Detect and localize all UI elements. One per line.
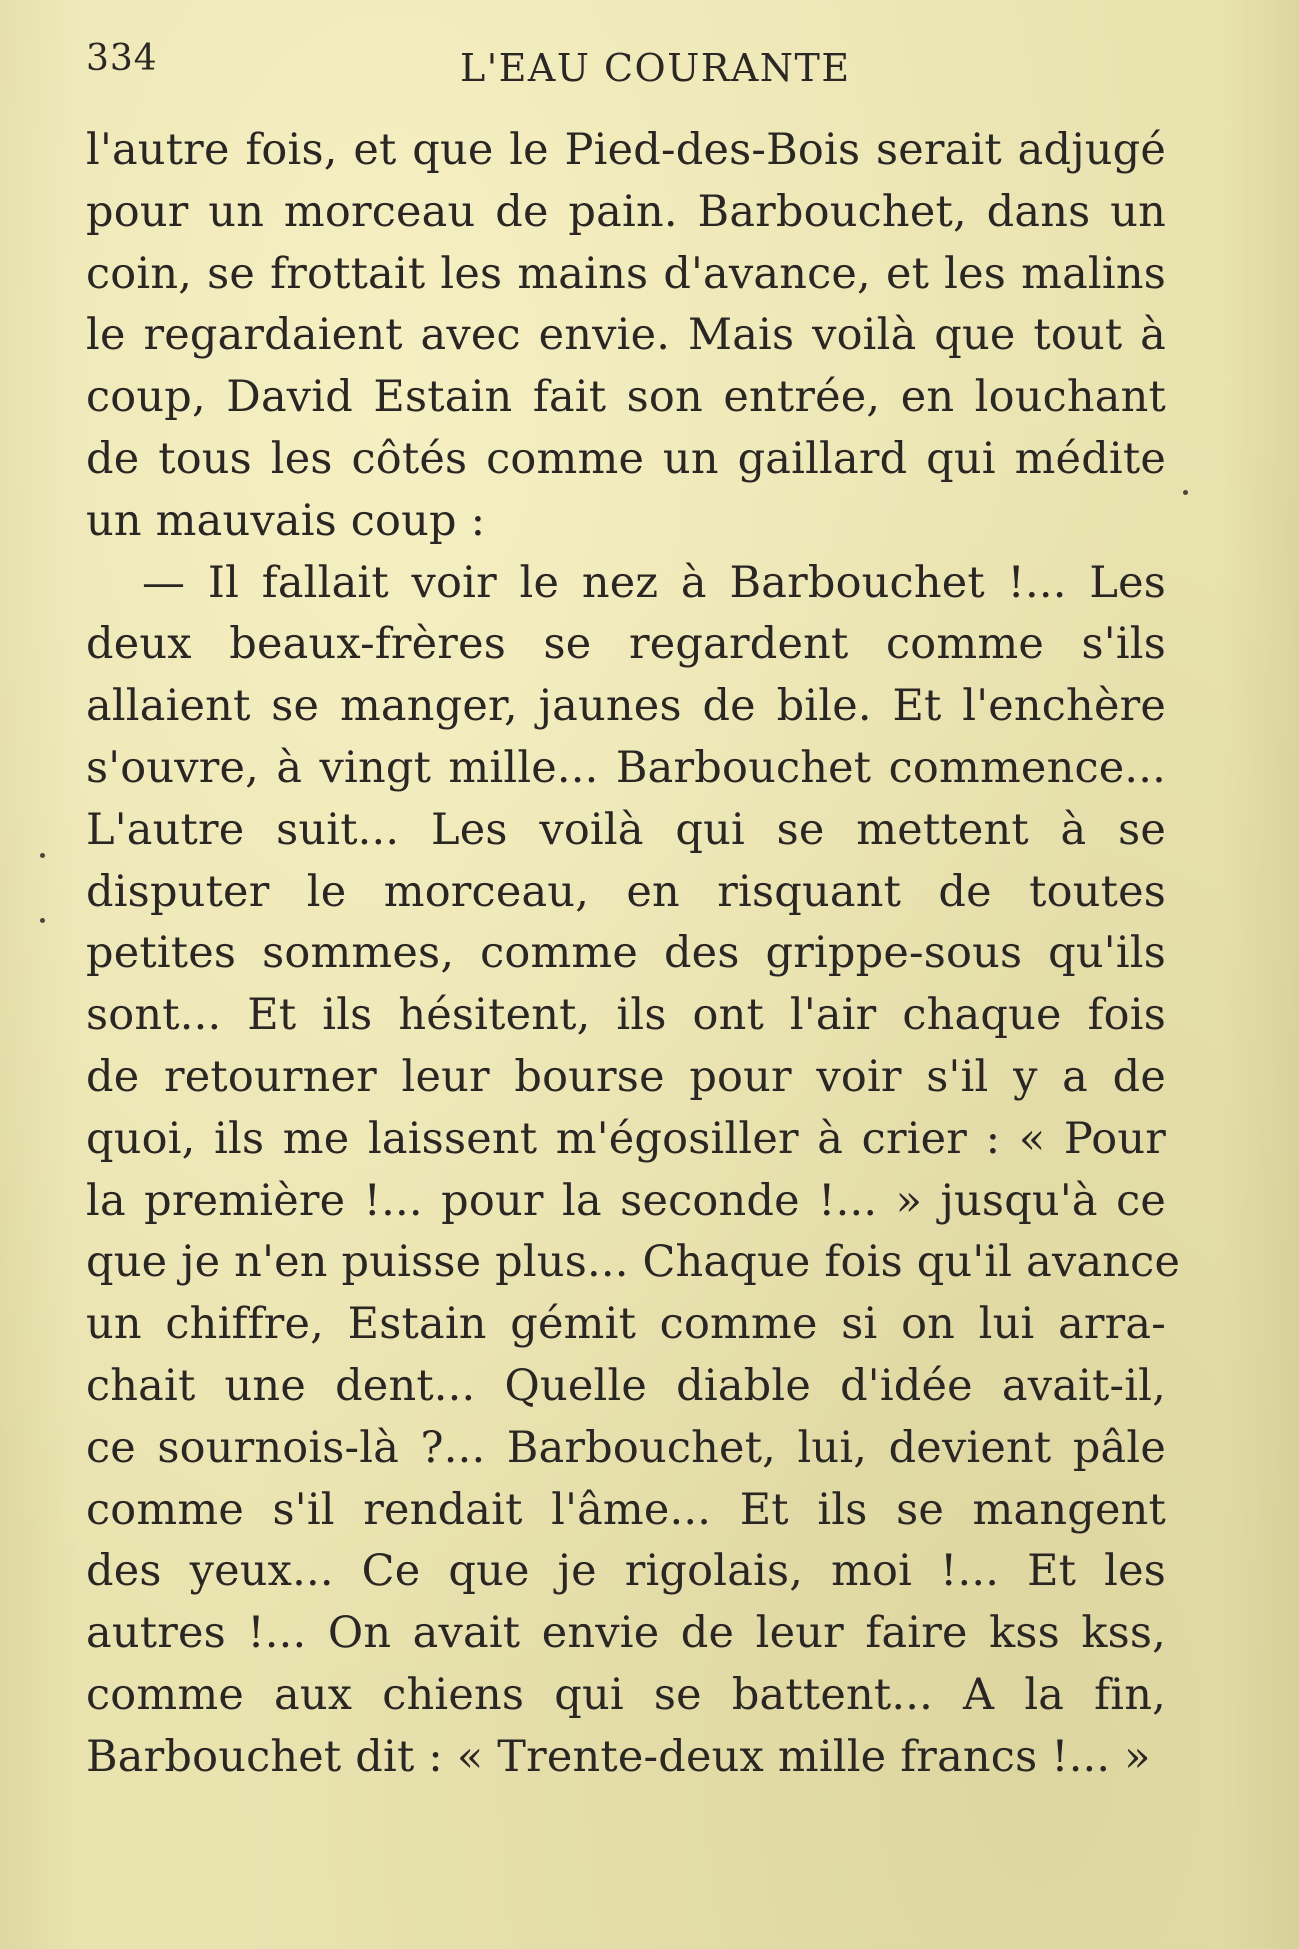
text-line: un chiffre, Estain gémit comme si on lui arra- [86, 1299, 1166, 1350]
text-line: — Il fallait voir le nez à Barbouchet !... Les [142, 557, 1166, 608]
text-line: Barbouchet dit : « Trente-deux mille francs !... » [86, 1731, 1151, 1782]
text-line: de retourner leur bourse pour voir s'il y a de [86, 1051, 1166, 1102]
text-line: allaient se manger, jaunes de bile. Et l'enchère [86, 681, 1166, 732]
text-line: deux beaux-frères se regardent comme s'ils [86, 619, 1166, 670]
text-line: petites sommes, comme des grippe-sous qu'ils [86, 928, 1166, 979]
margin-speck [40, 918, 45, 923]
text-line: L'autre suit... Les voilà qui se mettent à se [86, 804, 1166, 855]
text-line: disputer le morceau, en risquant de toutes [86, 866, 1166, 917]
margin-speck [40, 853, 45, 858]
text-line: un mauvais coup : [86, 495, 486, 546]
body-text [86, 120, 1181, 1789]
text-line: comme s'il rendait l'âme... Et ils se mangent [86, 1484, 1166, 1535]
margin-speck [1183, 490, 1188, 495]
text-line: comme aux chiens qui se battent... A la fin, [86, 1669, 1166, 1720]
text-line: l'autre fois, et que le Pied-des-Bois serait adjugé [86, 125, 1166, 175]
running-title: L'EAU COURANTE [460, 46, 851, 90]
text-line: que je n'en puisse plus... Chaque fois qu'il avance [86, 1237, 1181, 1288]
text-line: des yeux... Ce que je rigolais, moi !... Et les [86, 1546, 1166, 1597]
text-line: de tous les côtés comme un gaillard qui médite [86, 433, 1166, 484]
text-line: autres !... On avait envie de leur faire kss kss, [86, 1608, 1166, 1659]
text-line: la première !... pour la seconde !... » jusqu'à ce [86, 1175, 1166, 1226]
running-head [0, 38, 1299, 98]
text-line: s'ouvre, à vingt mille... Barbouchet commence... [86, 742, 1166, 793]
text-line: quoi, ils me laissent m'égosiller à crier : « Pour [86, 1113, 1166, 1164]
page-number: 334 [86, 38, 158, 79]
text-line: chait une dent... Quelle diable d'idée avait-il, [86, 1360, 1166, 1411]
text-line: sont... Et ils hésitent, ils ont l'air chaque fois [86, 990, 1166, 1041]
text-line: pour un morceau de pain. Barbouchet, dans un [86, 186, 1166, 237]
text-line: coup, David Estain fait son entrée, en louchant [86, 372, 1166, 423]
text-line: ce sournois-là ?... Barbouchet, lui, devient pâle [86, 1422, 1166, 1473]
text-line: coin, se frottait les mains d'avance, et les malins [86, 248, 1166, 299]
text-line: le regardaient avec envie. Mais voilà que tout à [86, 310, 1166, 361]
